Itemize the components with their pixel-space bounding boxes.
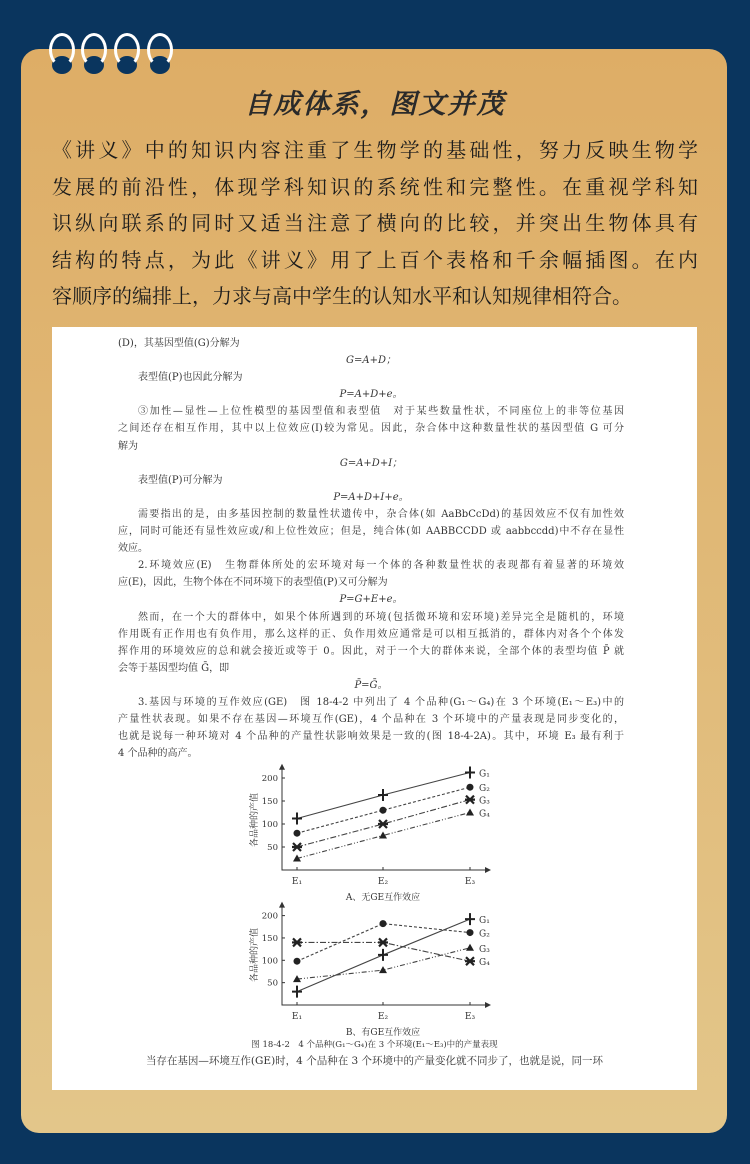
y-tick-label: 50 [267,978,278,989]
x-tick-label: E₂ [377,1012,389,1022]
cross-marker [378,789,388,801]
ring-icon [81,33,107,67]
star-marker [465,796,475,804]
circle-marker [294,958,301,965]
book-text [118,335,624,762]
cross-marker [465,913,475,925]
intro-line: 容顺序的编排上，力求与高中学生的认知水平和认知规律相符合。 [52,284,632,308]
book-text-line: 作用既有正作用也有负作用，那么这样的正、负作用效应通常是可以相互抵消的，群体内对各个个体发 [118,628,624,640]
legend-label: G₁ [479,916,490,927]
x-tick-label: E₁ [291,877,303,887]
book-text-line: 然而，在一个大的群体中，如果个体所遇到的环境(包括微环境和宏环境)差异完全是随机的，环境 [138,611,624,623]
book-text-line: P=G+E+e。 [339,594,403,606]
figure-caption: 图 18-4-2 4 个品种(G₁～G₄)在 3 个环境(E₁～E₃)中的产量表现 [251,1040,498,1050]
star-marker [378,820,388,828]
book-text-line: G=A+D； [346,355,396,367]
y-tick-label: 100 [261,820,278,830]
cross-marker [292,986,302,998]
legend-label: G₄ [479,809,490,820]
chart-b [248,902,491,1038]
y-tick-label: 200 [261,774,278,784]
ring-icon [147,33,173,67]
circle-marker [380,920,387,927]
book-text-line: 之间还存在相互作用，其中以上位效应(I)较为常见。因此，杂合体中这种数量性状的基因型值 G 可分 [118,423,624,435]
book-text-line: 应(E)，因此，生物个体在不同环境下的表型值(P)又可分解为 [118,577,388,589]
x-axis-arrow [485,867,491,873]
y-axis-arrow [279,902,285,908]
book-text-line: P=A+D+I+e。 [333,491,409,503]
y-tick-label: 150 [261,933,278,944]
cross-marker [465,766,475,778]
x-tick-label: E₃ [464,1012,476,1022]
book-text-line: 2.环境效应(E) 生物群体所处的宏环境对每一个体的各种数量性状的表现都有着显著的环境效 [138,560,624,572]
triangle-marker [466,944,474,951]
star-marker [465,957,475,965]
legend-label: G₄ [479,958,490,969]
ring-icon [114,33,140,67]
x-axis-arrow [485,1002,491,1008]
x-tick-label: E₁ [291,1012,303,1022]
book-text-line: 解为 [118,440,138,452]
x-tick-label: E₃ [464,877,476,887]
legend-label: G₂ [479,929,490,940]
book-text-line: P=A+D+e。 [339,389,403,401]
legend-label: G₃ [479,796,490,807]
triangle-marker [466,809,474,816]
book-text-line: 应，同时可能还有显性效应或/和上位性效应；但是，纯合体(如 AABBCCDD 或 aabbccdd)中不存在显性 [118,526,624,538]
book-text-line: 也就是说每一种环境对 4 个品种的产量性状影响效果是一致的(图 18-4-2A)。其中，环境 E₃ 最有利于 [118,731,624,743]
y-axis-arrow [279,764,285,770]
cross-marker [292,812,302,824]
y-tick-label: 150 [261,797,278,807]
book-text-line: 表型值(P)可分解为 [138,474,223,486]
y-tick-label: 200 [261,911,278,922]
star-marker [378,938,388,946]
chart-a [248,764,491,903]
circle-marker [467,784,474,791]
intro-line: 《讲义》中的知识内容注重了生物学的基础性，努力反映生物学 [52,138,698,162]
book-text-line: ③加性—显性—上位性模型的基因型值和表型值 对于某些数量性状，不同座位上的非等位基因 [138,406,624,418]
book-text-line: 产量性状表现。如果不存在基因—环境互作(GE)，4 个品种在 3 个环境中的产量表现是同步变化的， [118,714,624,726]
book-text-line: 会等于基因型均值 Ḡ，即 [118,662,230,674]
circle-marker [467,929,474,936]
intro-line: 结构的特点，为此《讲义》用了上百个表格和千余幅插图。在内 [52,247,698,272]
book-text-line: 需要指出的是，由多基因控制的数量性状遗传中，杂合体(如 AaBbCcDd)的基因效应不仅有加性效 [138,508,624,520]
y-tick-label: 100 [261,956,278,967]
book-text-line: (D)，其基因型值(G)分解为 [118,338,240,349]
circle-marker [380,807,387,814]
star-marker [292,843,302,851]
book-text-line: 挥作用的环境效应的总和就会接近或等于 0。因此，对于一个大的群体来说，全部个体的表型均值 P̄ 就 [118,645,624,657]
x-tick-label: E₂ [377,877,389,887]
book-text-line: P̄=Ḡ。 [354,679,388,691]
chart-title: B、有GE互作效应 [345,1028,421,1038]
legend-label: G₁ [479,769,490,780]
ring-icon [49,33,75,67]
cross-marker [378,949,388,961]
star-marker [292,938,302,946]
page-title: 自成体系，图文并茂 [244,89,506,120]
book-text-line: 效应。 [118,543,148,555]
intro-line: 发展的前沿性，体现学科知识的系统性和完整性。在重视学科知 [52,174,698,199]
book-text-line: 4 个品种的高产。 [118,748,198,760]
y-axis-label: 各品种的产值 [250,792,260,848]
y-axis-label: 各品种的产值 [250,927,260,983]
book-text-line: 3.基因与环境的互作效应(GE) 图 18-4-2 中列出了 4 个品种(G₁～G₄)在 3 个环境(E₁～E₃)中的 [138,696,624,708]
book-last-line: 当存在基因—环境互作(GE)时，4 个品种在 3 个环境中的产量变化就不同步了，也就是说，同一环 [145,1055,604,1067]
intro-paragraph [52,132,698,315]
chart-title: A、无GE互作效应 [345,893,421,903]
circle-marker [294,830,301,837]
book-text-line: 表型值(P)也因此分解为 [138,372,243,384]
figure-18-4-2 [230,760,530,1040]
intro-line: 识纵向联系的同时又适当注意了横向的比较，并突出生物体具有 [52,211,698,235]
legend-label: G₂ [479,784,490,795]
y-tick-label: 50 [267,843,278,853]
book-text-line: G=A+D+I； [339,457,403,469]
legend-label: G₃ [479,944,490,955]
triangle-marker [379,966,387,973]
